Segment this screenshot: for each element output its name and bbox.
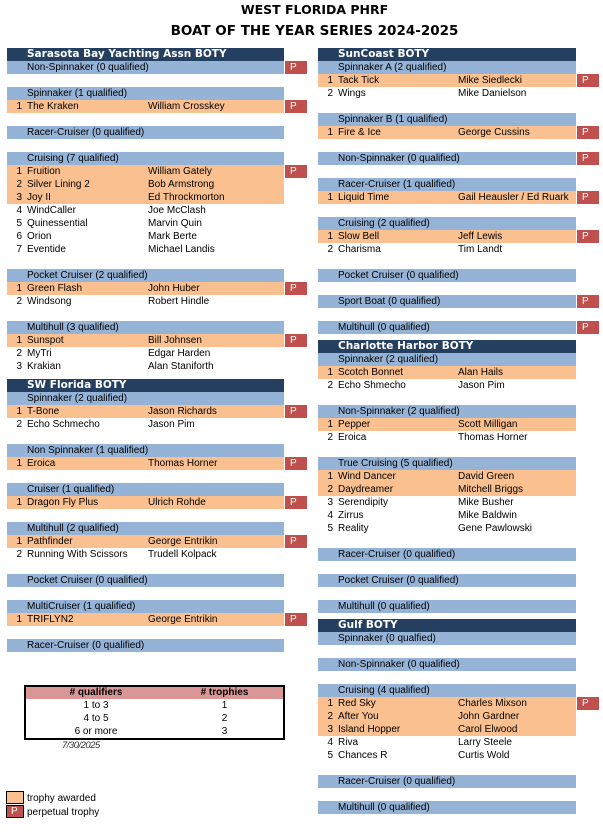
perpetual-trophy-marker: P [285, 496, 307, 509]
place: 3 [327, 724, 333, 735]
result-row [7, 496, 284, 509]
skipper-name: George Entrikin [148, 614, 218, 625]
club-header: SunCoast BOTY [318, 48, 576, 61]
result-row [318, 191, 576, 204]
perpetual-trophy-marker: P [577, 697, 599, 710]
place: 3 [16, 192, 22, 203]
result-row [318, 74, 576, 87]
result-row [7, 548, 284, 561]
result-row [7, 178, 284, 191]
document-subtitle: BOAT OF THE YEAR SERIES 2024-2025 [170, 23, 459, 39]
skipper-name: Bill Johnsen [148, 335, 202, 346]
boat-name: Wind Dancer [338, 471, 396, 482]
place: 1 [16, 101, 22, 112]
skipper-name: John Huber [148, 283, 200, 294]
perpetual-trophy-marker: P [577, 152, 599, 165]
skipper-name: Thomas Horner [458, 432, 528, 443]
result-row [7, 204, 284, 217]
place: 7 [16, 244, 22, 255]
skipper-name: Mike Danielson [458, 88, 527, 99]
skipper-name: Ed Throckmorton [148, 192, 225, 203]
boat-name: Windsong [27, 296, 72, 307]
place: 1 [16, 335, 22, 346]
place: 5 [327, 750, 333, 761]
skipper-name: Mark Berte [148, 231, 197, 242]
place: 1 [16, 283, 22, 294]
boat-name: Green Flash [27, 283, 83, 294]
skipper-name: Marvin Quin [148, 218, 202, 229]
boat-name: The Kraken [27, 101, 79, 112]
result-row [7, 243, 284, 256]
place: 6 [16, 231, 22, 242]
trophy-table-row [26, 712, 283, 725]
boat-name: Red Sky [338, 698, 376, 709]
class-header: Non-Spinnaker (0 qualified) [318, 152, 576, 165]
boat-name: Wings [338, 88, 366, 99]
boat-name: TRIFLYN2 [27, 614, 74, 625]
class-header: Spinnaker B (1 qualified) [318, 113, 576, 126]
result-row [7, 295, 284, 308]
skipper-name: Jason Richards [148, 406, 217, 417]
place: 5 [16, 218, 22, 229]
perpetual-trophy-marker: P [285, 165, 307, 178]
place: 4 [327, 510, 333, 521]
boat-name: Quinessential [27, 218, 88, 229]
place: 1 [16, 614, 22, 625]
place: 2 [327, 432, 333, 443]
skipper-name: Tim Landt [458, 244, 503, 255]
place: 2 [327, 380, 333, 391]
skipper-name: Trudell Kolpack [148, 549, 217, 560]
skipper-name: Scott Milligan [458, 419, 518, 430]
boat-name: Silver Lining 2 [27, 179, 90, 190]
boat-name: Charisma [338, 244, 381, 255]
place: 2 [16, 549, 22, 560]
class-header: Multihull (2 qualified) [7, 522, 284, 535]
result-row [7, 535, 284, 548]
perpetual-trophy-marker: P [285, 405, 307, 418]
result-row [7, 405, 284, 418]
skipper-name: Larry Steele [458, 737, 512, 748]
class-header: True Cruising (5 qualified) [318, 457, 576, 470]
result-row [318, 243, 576, 256]
header-qualifiers: # qualifiers [69, 687, 123, 698]
class-header: Cruising (7 qualified) [7, 152, 284, 165]
skipper-name: Bob Armstrong [148, 179, 215, 190]
boat-name: Pathfinder [27, 536, 73, 547]
result-row [318, 366, 576, 379]
result-row [318, 483, 576, 496]
result-row [318, 736, 576, 749]
perpetual-trophy-marker: P [577, 321, 599, 334]
class-header: Spinnaker (0 qualfied) [318, 632, 576, 645]
qualifiers-cell: 1 to 3 [83, 700, 109, 711]
place: 5 [327, 523, 333, 534]
trophies-cell: 2 [221, 713, 228, 724]
skipper-name: Ulrich Rohde [148, 497, 206, 508]
boat-name: Echo Shmecho [338, 380, 406, 391]
result-row [318, 723, 576, 736]
class-header: Pocket Cruiser (0 qualified) [318, 269, 576, 282]
place: 1 [16, 166, 22, 177]
skipper-name: Joe McClash [148, 205, 206, 216]
result-row [318, 87, 576, 100]
class-header: Multihull (0 qualified) [318, 600, 576, 613]
class-header: Multihull (3 qualified) [7, 321, 284, 334]
skipper-name: Gene Pawlowski [458, 523, 532, 534]
boat-name: Riva [338, 737, 359, 748]
boat-name: Daydreamer [338, 484, 394, 495]
place: 1 [327, 471, 333, 482]
perpetual-trophy-marker: P [285, 61, 307, 74]
qualifiers-cell: 6 or more [74, 726, 118, 737]
result-row [318, 710, 576, 723]
class-header: Non-Spinnaker (2 qualified) [318, 405, 576, 418]
boat-name: Reality [338, 523, 369, 534]
result-row [318, 470, 576, 483]
class-header: Spinnaker (2 qualified) [7, 392, 284, 405]
result-row [7, 230, 284, 243]
trophy-awarded-label: trophy awarded [27, 793, 96, 804]
perpetual-trophy-marker: P [577, 191, 599, 204]
result-row [318, 509, 576, 522]
boat-name: Running With Scissors [27, 549, 128, 560]
perpetual-trophy-marker: P [285, 282, 307, 295]
boat-name: Krakian [27, 361, 61, 372]
class-header: Pocket Cruiser (2 qualified) [7, 269, 284, 282]
trophies-cell: 1 [221, 700, 228, 711]
boat-name: Zirrus [338, 510, 364, 521]
perpetual-trophy-swatch: P [6, 805, 24, 818]
place: 2 [16, 419, 22, 430]
place: 1 [327, 698, 333, 709]
club-header: SW Florida BOTY [7, 379, 284, 392]
club-header: Charlotte Harbor BOTY [318, 340, 576, 353]
result-row [318, 230, 576, 243]
result-row [7, 418, 284, 431]
trophy-table-row [26, 699, 283, 712]
skipper-name: George Entrikin [148, 536, 218, 547]
boat-name: Joy II [27, 192, 51, 203]
trophy-count-table [24, 685, 285, 740]
boat-name: Echo Schmecho [27, 419, 100, 430]
skipper-name: Mitchell Briggs [458, 484, 524, 495]
skipper-name: Jason Pim [458, 380, 505, 391]
skipper-name: Carol Elwood [458, 724, 518, 735]
skipper-name: David Green [458, 471, 515, 482]
class-header: Non-Spinnaker (0 qualified) [318, 658, 576, 671]
place: 1 [327, 231, 333, 242]
perpetual-trophy-label: perpetual trophy [27, 807, 100, 818]
boat-name: Serendipity [338, 497, 389, 508]
class-header: Sport Boat (0 qualified) [318, 295, 576, 308]
document-title: WEST FLORIDA PHRF [240, 2, 389, 17]
result-row [7, 360, 284, 373]
place: 1 [16, 458, 22, 469]
class-header: Pocket Cruiser (0 qualified) [7, 574, 284, 587]
boat-name: Chances R [338, 750, 388, 761]
class-header: Cruiser (1 qualified) [7, 483, 284, 496]
place: 1 [16, 406, 22, 417]
class-header: Cruising (4 qualified) [318, 684, 576, 697]
perpetual-trophy-marker: P [285, 535, 307, 548]
boat-name: Island Hopper [338, 724, 401, 735]
perpetual-trophy-marker: P [577, 126, 599, 139]
boat-name: T-Bone [27, 406, 60, 417]
boat-name: Liquid Time [338, 192, 390, 203]
result-row [318, 126, 576, 139]
result-row [318, 418, 576, 431]
perpetual-trophy-marker: P [285, 613, 307, 626]
perpetual-trophy-marker: P [577, 295, 599, 308]
place: 3 [16, 361, 22, 372]
perpetual-trophy-marker: P [285, 334, 307, 347]
place: 2 [16, 179, 22, 190]
boat-name: MyTri [27, 348, 52, 359]
class-header: Pocket Cruiser (0 qualified) [318, 574, 576, 587]
place: 1 [327, 75, 333, 86]
place: 1 [327, 367, 333, 378]
perpetual-trophy-marker: P [285, 457, 307, 470]
perpetual-trophy-marker: P [577, 74, 599, 87]
trophy-table-header [26, 687, 283, 699]
boat-name: Eventide [27, 244, 66, 255]
skipper-name: Jason Pim [148, 419, 195, 430]
skipper-name: Thomas Horner [148, 458, 218, 469]
boat-name: Fire & Ice [338, 127, 381, 138]
result-row [7, 165, 284, 178]
result-row [7, 613, 284, 626]
club-header: Gulf BOTY [318, 619, 576, 632]
place: 2 [327, 484, 333, 495]
result-row [7, 457, 284, 470]
result-row [7, 191, 284, 204]
place: 2 [16, 296, 22, 307]
class-header: Racer-Cruiser (0 qualified) [7, 126, 284, 139]
class-header: Multihull (0 qualified) [318, 801, 576, 814]
place: 1 [327, 192, 333, 203]
skipper-name: Jeff Lewis [458, 231, 503, 242]
boat-name: Fruition [27, 166, 61, 177]
boat-name: Eroica [27, 458, 56, 469]
result-row [318, 522, 576, 535]
place: 3 [327, 497, 333, 508]
skipper-name: Robert Hindle [148, 296, 210, 307]
boat-name: Orion [27, 231, 52, 242]
skipper-name: Edgar Harden [148, 348, 211, 359]
result-row [318, 697, 576, 710]
skipper-name: Charles Mixson [458, 698, 527, 709]
result-row [7, 334, 284, 347]
class-header: Racer-Cruiser (0 qualified) [318, 775, 576, 788]
skipper-name: William Gately [148, 166, 212, 177]
boat-name: Slow Bell [338, 231, 380, 242]
trophies-cell: 3 [221, 726, 228, 737]
result-row [7, 217, 284, 230]
result-row [318, 431, 576, 444]
skipper-name: Mike Busher [458, 497, 514, 508]
skipper-name: Mike Siedlecki [458, 75, 522, 86]
result-row [7, 282, 284, 295]
class-header: Racer-Cruiser (1 qualified) [318, 178, 576, 191]
place: 1 [327, 419, 333, 430]
place: 4 [327, 737, 333, 748]
skipper-name: William Crosskey [148, 101, 225, 112]
place: 2 [16, 348, 22, 359]
class-header: Multihull (0 qualified) [318, 321, 576, 334]
club-header: Sarasota Bay Yachting Assn BOTY [7, 48, 284, 61]
class-header: Non Spinnaker (1 qualified) [7, 444, 284, 457]
result-row [318, 496, 576, 509]
boat-name: Tack Tick [338, 75, 380, 86]
place: 1 [16, 536, 22, 547]
boat-name: Sunspot [27, 335, 64, 346]
qualifiers-cell: 4 to 5 [83, 713, 109, 724]
boat-name: Scotch Bonnet [338, 367, 404, 378]
result-row [7, 347, 284, 360]
boat-name: Dragon Fly Plus [27, 497, 99, 508]
skipper-name: Alan Staniforth [148, 361, 214, 372]
place: 4 [16, 205, 22, 216]
class-header: Spinnaker A (2 qualified) [318, 61, 576, 74]
place: 2 [327, 88, 333, 99]
class-header: Spinnaker (1 qualified) [7, 87, 284, 100]
skipper-name: George Cussins [458, 127, 530, 138]
skipper-name: John Gardner [458, 711, 520, 722]
trophy-awarded-swatch [6, 791, 24, 804]
result-row [7, 100, 284, 113]
date-stamp: 7/30/2025 [62, 740, 100, 751]
trophy-table-row [26, 725, 283, 738]
class-header: MultiCruiser (1 qualified) [7, 600, 284, 613]
place: 1 [16, 497, 22, 508]
header-trophies: # trophies [200, 687, 249, 698]
class-header: Racer-Cruiser (0 qualified) [318, 548, 576, 561]
skipper-name: Mike Baldwin [458, 510, 517, 521]
perpetual-trophy-marker: P [577, 230, 599, 243]
boat-name: WindCaller [27, 205, 76, 216]
result-row [318, 379, 576, 392]
place: 2 [327, 711, 333, 722]
class-header: Spinnaker (2 qualified) [318, 353, 576, 366]
skipper-name: Alan Hails [458, 367, 504, 378]
result-row [318, 749, 576, 762]
perpetual-trophy-marker: P [285, 100, 307, 113]
skipper-name: Michael Landis [148, 244, 215, 255]
boat-name: After You [338, 711, 379, 722]
boat-name: Pepper [338, 419, 371, 430]
place: 1 [327, 127, 333, 138]
place: 2 [327, 244, 333, 255]
skipper-name: Curtis Wold [458, 750, 510, 761]
class-header: Racer-Cruiser (0 qualified) [7, 639, 284, 652]
boat-name: Eroica [338, 432, 367, 443]
class-header: Cruising (2 qualified) [318, 217, 576, 230]
class-header: Non-Spinnaker (0 qualified) [7, 61, 284, 74]
skipper-name: Gail Heausler / Ed Ruark [458, 192, 569, 203]
